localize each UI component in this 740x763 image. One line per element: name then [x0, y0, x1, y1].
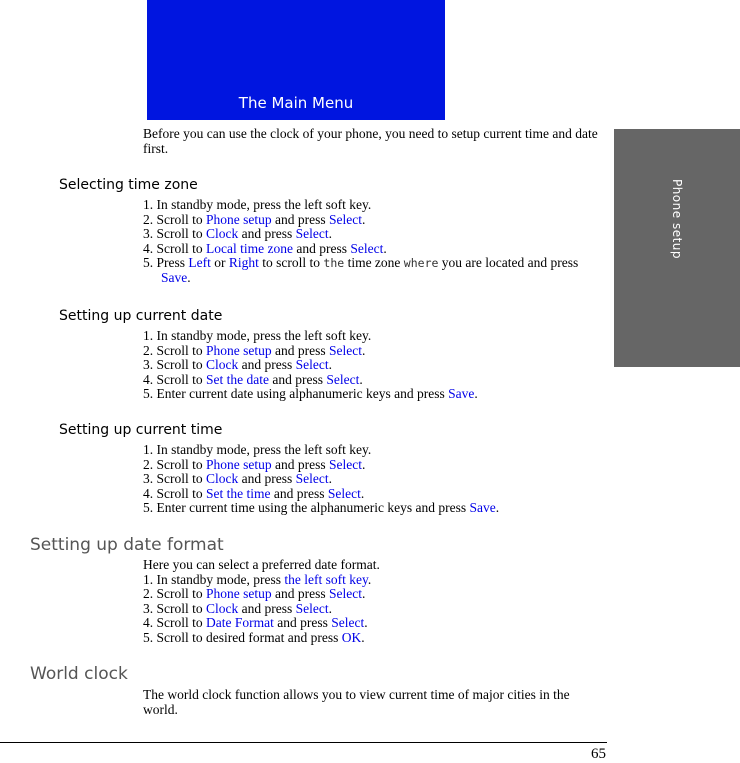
keyword: Select — [329, 211, 362, 227]
date-format-steps — [143, 558, 605, 646]
date-format-intro: Here you can select a preferred date format. — [143, 557, 380, 572]
keyword: Phone setup — [206, 342, 272, 358]
keyword: Clock — [206, 226, 239, 242]
step-4: 4. Scroll to Set the date and press Select. — [143, 371, 363, 387]
step-3: 3. Scroll to Clock and press Select. — [143, 226, 332, 242]
step-1: 1. In standby mode, press the left soft key. — [143, 328, 372, 343]
step-2: 2. Scroll to Phone setup and press Select. — [143, 586, 366, 602]
heading-world-clock: World clock — [30, 664, 128, 684]
screen-title: The Main Menu — [238, 94, 354, 112]
keyword: Select — [295, 226, 329, 242]
keyword: Clock — [206, 600, 239, 616]
heading-current-date: Setting up current date — [59, 308, 223, 324]
step-5: 5. Enter current time using the alphanumeric keys and press Save. — [143, 500, 500, 516]
step-1: 1. In standby mode, press the left soft key. — [143, 571, 372, 587]
keyword: Date Format — [206, 615, 274, 631]
step-3: 3. Scroll to Clock and press Select. — [143, 471, 332, 487]
step-5: 5. Scroll to desired format and press OK. — [143, 629, 365, 645]
current-date-steps — [143, 329, 605, 402]
keyword: Clock — [206, 357, 239, 373]
step-2: 2. Scroll to Phone setup and press Select. — [143, 342, 366, 358]
keyword: Select — [329, 456, 362, 472]
heading-selecting-time-zone: Selecting time zone — [59, 177, 198, 193]
keyword: Left — [188, 255, 211, 271]
keyword: Select — [295, 471, 329, 487]
intro-paragraph: Before you can use the clock of your phone, you need to setup current time and date first. — [143, 126, 598, 156]
keyword: Select — [331, 615, 365, 631]
side-tab-label: Phone setup — [670, 178, 684, 260]
keyword: the left soft key — [284, 571, 368, 587]
keyword: Phone setup — [206, 456, 272, 472]
world-clock-paragraph: The world clock function allows you to view current time of major cities in the world. — [143, 687, 570, 717]
step-3: 3. Scroll to Clock and press Select. — [143, 600, 332, 616]
heading-date-format: Setting up date format — [30, 535, 224, 555]
keyword: Select — [326, 371, 360, 387]
keyword: Save — [448, 386, 475, 402]
keyword: Local time zone — [206, 240, 293, 256]
step-5: 5. Press Left or Right to scroll to the time zone where you are located and press Save. — [143, 255, 579, 285]
main-menu-screen-image — [147, 0, 445, 120]
chapter-side-tab — [614, 129, 740, 367]
keyword: Select — [295, 600, 329, 616]
keyword: Set the time — [206, 485, 271, 501]
step-2: 2. Scroll to Phone setup and press Select. — [143, 456, 366, 472]
keyword: Select — [350, 240, 384, 256]
keyword: Clock — [206, 471, 239, 487]
step-4: 4. Scroll to Local time zone and press Select. — [143, 240, 387, 256]
current-time-steps — [143, 443, 605, 516]
keyword: Phone setup — [206, 586, 272, 602]
page-number: 65 — [591, 746, 606, 762]
step-1: 1. In standby mode, press the left soft key. — [143, 197, 372, 212]
step-4: 4. Scroll to Date Format and press Select. — [143, 615, 368, 631]
step-4: 4. Scroll to Set the time and press Select. — [143, 485, 365, 501]
keyword: Phone setup — [206, 211, 272, 227]
keyword: Set the date — [206, 371, 269, 387]
time-zone-steps — [143, 198, 605, 286]
footer-rule — [0, 742, 607, 743]
heading-current-time: Setting up current time — [59, 422, 223, 438]
keyword: Select — [329, 342, 362, 358]
step-3: 3. Scroll to Clock and press Select. — [143, 357, 332, 373]
step-5: 5. Enter current date using alphanumeric keys and press Save. — [143, 386, 478, 402]
keyword: Save — [161, 269, 188, 285]
step-2: 2. Scroll to Phone setup and press Select. — [143, 211, 366, 227]
keyword: Select — [295, 357, 329, 373]
keyword: Save — [469, 500, 496, 516]
keyword: OK — [341, 629, 362, 645]
keyword: Right — [228, 255, 259, 271]
keyword: Select — [329, 586, 362, 602]
step-1: 1. In standby mode, press the left soft key. — [143, 442, 372, 457]
keyword: Select — [327, 485, 361, 501]
